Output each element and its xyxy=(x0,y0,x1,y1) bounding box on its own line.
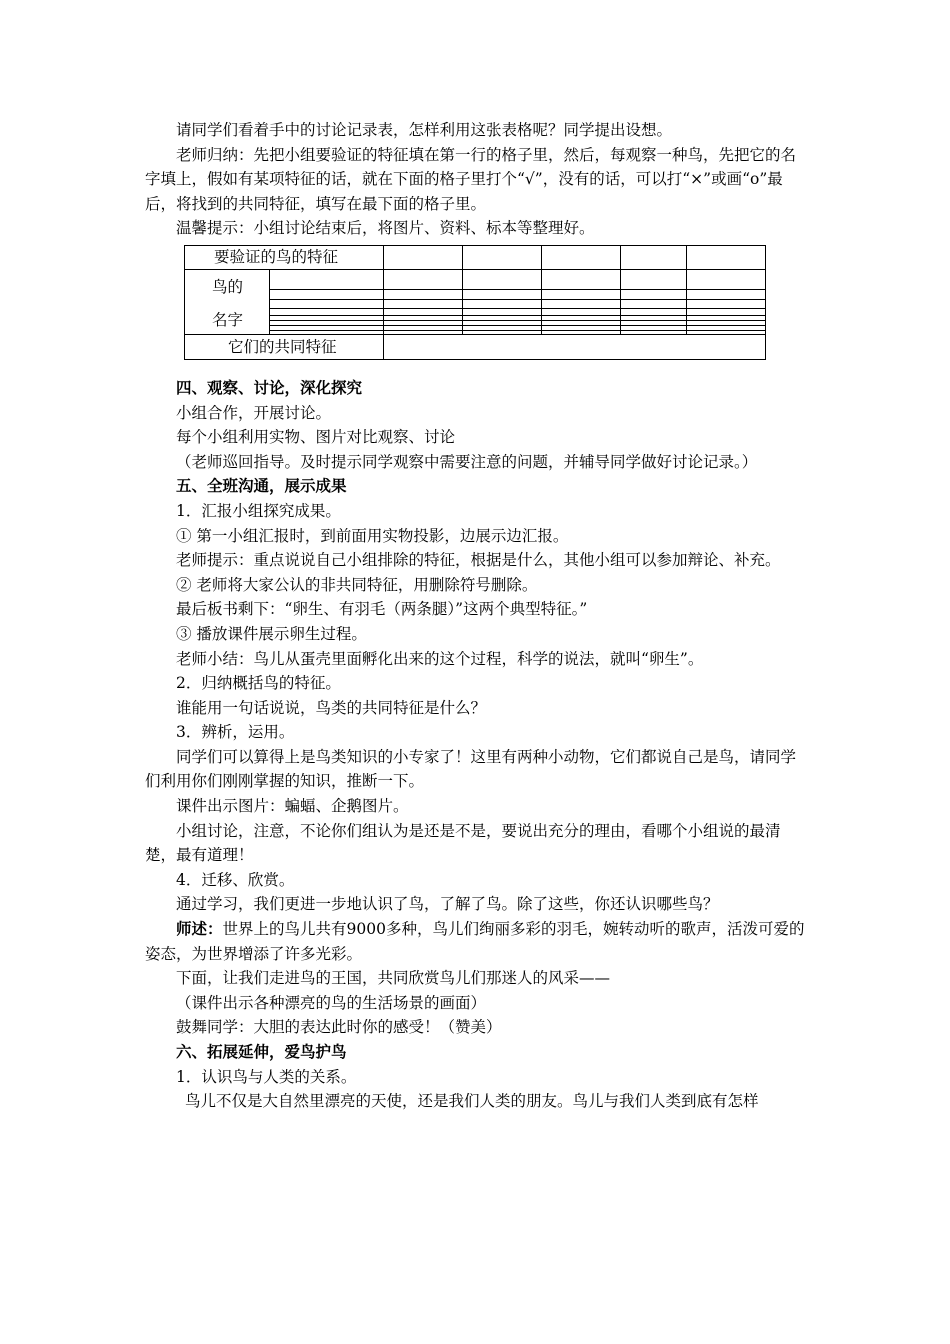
paragraph: 老师提示：重点说说自己小组排除的特征，根据是什么，其他小组可以参加辩论、补充。 xyxy=(176,551,781,570)
paragraph: ③ 播放课件展示卵生过程。 xyxy=(176,624,367,643)
paragraph: ① 第一小组汇报时，到前面用实物投影，边展示边汇报。 xyxy=(176,526,569,545)
paragraph: 小组讨论，注意，不论你们组认为是还是不是，要说出充分的理由，看哪个小组说的最清楚，最有道理！ xyxy=(145,821,781,865)
paragraph: 课件出示图片：蝙蝠、企鹅图片。 xyxy=(176,797,409,816)
paragraph: 2．归纳概括鸟的特征。 xyxy=(176,674,341,693)
paragraph: 小组合作，开展讨论。 xyxy=(176,403,332,422)
paragraph: 同学们可以算得上是鸟类知识的小专家了！这里有两种小动物，它们都说自己是鸟，请同学们利用你们刚刚掌握的知识，推断一下。 xyxy=(145,747,797,791)
table-header-label: 要验证的鸟的特征 xyxy=(214,247,339,266)
table-footer-label: 它们的共同特征 xyxy=(228,337,337,356)
paragraph: 鸟儿不仅是大自然里漂亮的天使，还是我们人类的朋友。鸟儿与我们人类到底有怎样 xyxy=(185,1092,759,1111)
paragraph: 老师归纳：先把小组要验证的特征填在第一行的格子里，然后，每观察一种鸟，先把它的名字填上，假如有某项特征的话，就在下面的格子里打个“√”，没有的话，可以打“×”或画“o”最后，将找到的共同特征，填写在最下面的格子里。 xyxy=(145,145,797,213)
section-heading: 六、拓展延伸，爱鸟护鸟 xyxy=(176,1042,347,1061)
paragraph: 温馨提示：小组讨论结束后，将图片、资料、标本等整理好。 xyxy=(176,219,595,238)
paragraph: 鼓舞同学：大胆的表达此时你的感受！（赞美） xyxy=(176,1018,502,1037)
paragraph xyxy=(145,917,810,966)
paragraph: 请同学们看着手中的讨论记录表，怎样利用这张表格呢？同学提出设想。 xyxy=(176,121,673,139)
paragraph: 1．汇报小组探究成果。 xyxy=(176,501,341,520)
table-name-label: 鸟的 xyxy=(212,277,244,296)
paragraph: 下面，让我们走进鸟的王国，共同欣赏鸟儿们那迷人的风采—— xyxy=(176,969,611,988)
table-name-label: 名字 xyxy=(212,310,244,329)
speaker-label: 师述： xyxy=(176,919,223,939)
paragraph: （老师巡回指导。及时提示同学观察中需要注意的问题，并辅导同学做好讨论记录。） xyxy=(176,452,758,471)
paragraph: （课件出示各种漂亮的鸟的生活场景的画面） xyxy=(176,993,487,1012)
paragraph: ② 老师将大家公认的非共同特征，用删除符号删除。 xyxy=(176,575,538,594)
paragraph-text: 世界上的鸟儿共有9000多种，鸟儿们绚丽多彩的羽毛，婉转动听的歌声，活泼可爱的姿态，为世界增添了许多光彩。 xyxy=(145,920,805,963)
paragraph: 谁能用一句话说说，鸟类的共同特征是什么？ xyxy=(176,698,487,717)
section-heading: 四、观察、讨论，深化探究 xyxy=(176,377,363,397)
section-heading: 五、全班沟通，展示成果 xyxy=(176,476,347,496)
paragraph: 最后板书剩下：“卵生、有羽毛（两条腿）”这两个典型特征。” xyxy=(176,600,588,619)
paragraph: 1．认识鸟与人类的关系。 xyxy=(176,1067,357,1086)
document-page xyxy=(145,118,810,1114)
paragraph: 3．辨析，运用。 xyxy=(176,723,295,742)
paragraph: 老师小结：鸟儿从蛋壳里面孵化出来的这个过程，科学的说法，就叫“卵生”。 xyxy=(176,649,704,668)
paragraph: 4．迁移、欣赏。 xyxy=(176,870,295,889)
discussion-record-table xyxy=(184,245,767,361)
paragraph: 通过学习，我们更进一步地认识了鸟，了解了鸟。除了这些，你还认识哪些鸟？ xyxy=(176,895,719,914)
paragraph: 每个小组利用实物、图片对比观察、讨论 xyxy=(176,428,456,447)
